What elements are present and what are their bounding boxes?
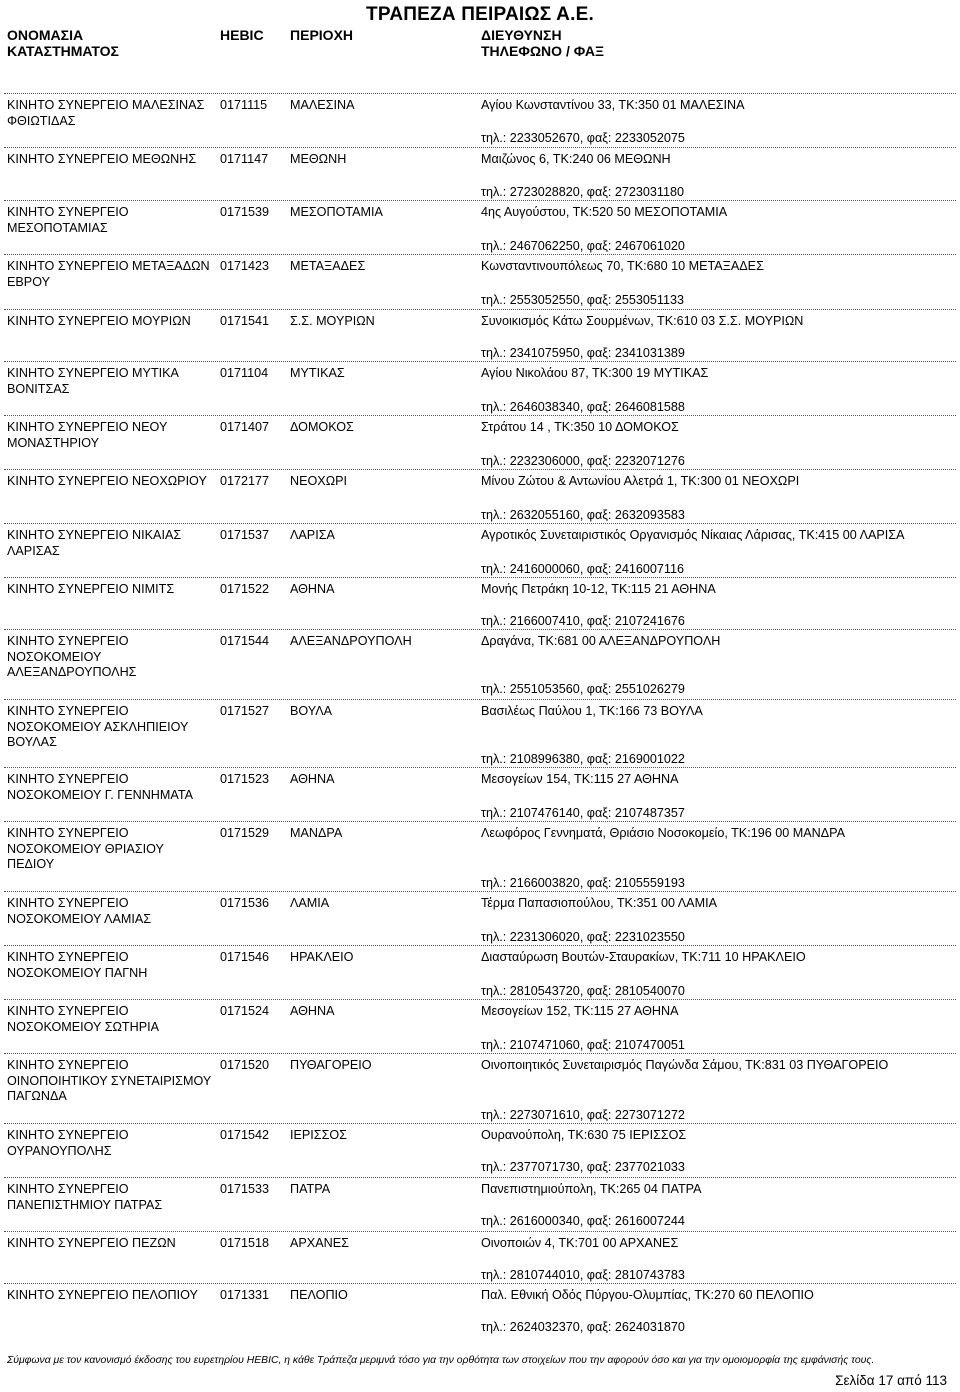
branch-area: ΝΕΟΧΩΡΙ [290, 474, 348, 488]
branch-code: 0171533 [220, 1182, 270, 1196]
branch-code: 0171147 [220, 152, 269, 166]
branch-name-line: ΑΛΕΞΑΝΔΡΟΥΠΟΛΗΣ [7, 665, 137, 679]
branch-address: Κωνσταντινουπόλεως 70, ΤΚ:680 10 ΜΕΤΑΞΑΔΕΣ [481, 259, 764, 273]
page-number: Σελίδα 17 από 113 [835, 1373, 947, 1388]
branch-phone-fax: τηλ.: 2632055160, φαξ: 2632093583 [481, 508, 685, 522]
branch-address: Οινοποιητικός Συνεταιρισμός Παγώνδα Σάμου, ΤΚ:831 03 ΠΥΘΑΓΟΡΕΙΟ [481, 1058, 889, 1072]
branch-phone-fax: τηλ.: 2107476140, φαξ: 2107487357 [481, 806, 685, 820]
row-divider [4, 767, 956, 768]
branch-code: 0171407 [220, 420, 270, 434]
branch-name-line: ΚΙΝΗΤΟ ΣΥΝΕΡΓΕΙΟ ΜΕΘΩΝΗΣ [7, 152, 197, 166]
branch-name-line: ΒΟΝΙΤΣΑΣ [7, 381, 70, 396]
branch-name [7, 205, 227, 236]
row-divider [4, 577, 956, 578]
branch-code: 0171518 [220, 1236, 270, 1250]
row-divider [4, 254, 956, 255]
branch-name [7, 582, 227, 598]
branch-name [7, 896, 227, 927]
branch-name [7, 704, 227, 751]
branch-name [7, 634, 227, 681]
branch-code: 0171522 [220, 582, 270, 596]
branch-code: 0171115 [220, 98, 268, 112]
branch-name-line: ΜΟΝΑΣΤΗΡΙΟΥ [7, 435, 100, 450]
branch-phone-fax: τηλ.: 2553052550, φαξ: 2553051133 [481, 293, 684, 307]
branch-name [7, 259, 227, 290]
branch-address: Πανεπιστημιούπολη, ΤΚ:265 04 ΠΑΤΡΑ [481, 1182, 702, 1196]
branch-phone-fax: τηλ.: 2107471060, φαξ: 2107470051 [481, 1038, 685, 1052]
branch-address: Συνοικισμός Κάτω Σουρμένων, ΤΚ:610 03 Σ.Σ. ΜΟΥΡΙΩΝ [481, 314, 804, 328]
header-area-label: ΠΕΡΙΟΧΗ [290, 27, 354, 43]
header-code-label: HEBIC [220, 27, 264, 43]
header-name-line2: ΚΑΤΑΣΤΗΜΑΤΟΣ [7, 43, 119, 59]
branch-name-line: ΝΟΣΟΚΟΜΕΙΟΥ Γ. ΓΕΝΝΗΜΑΤΑ [7, 787, 194, 802]
branch-name-line: ΚΙΝΗΤΟ ΣΥΝΕΡΓΕΙΟ [7, 1004, 129, 1018]
row-divider [4, 523, 956, 524]
branch-phone-fax: τηλ.: 2551053560, φαξ: 2551026279 [481, 682, 685, 696]
branch-address: Αγίου Νικολάου 87, ΤΚ:300 19 ΜΥΤΙΚΑΣ [481, 366, 709, 380]
branch-area: ΑΘΗΝΑ [290, 1004, 335, 1018]
row-divider [4, 1053, 956, 1054]
branch-phone-fax: τηλ.: 2416000060, φαξ: 2416007116 [481, 562, 684, 576]
branch-address: Αγροτικός Συνεταιριστικός Οργανισμός Νίκαιας Λάρισας, ΤΚ:415 00 ΛΑΡΙΣΑ [481, 528, 905, 542]
branch-area: ΜΕΣΟΠΟΤΑΜΙΑ [290, 205, 383, 219]
branch-phone-fax: τηλ.: 2616000340, φαξ: 2616007244 [481, 1214, 685, 1228]
branch-name [7, 420, 227, 451]
branch-name-line: ΚΙΝΗΤΟ ΣΥΝΕΡΓΕΙΟ [7, 950, 129, 964]
branch-code: 0171541 [220, 314, 270, 328]
branch-code: 0172177 [220, 474, 270, 488]
branch-area: ΑΛΕΞΑΝΔΡΟΥΠΟΛΗ [290, 634, 412, 648]
branch-code: 0171104 [220, 366, 269, 380]
branch-phone-fax: τηλ.: 2231306020, φαξ: 2231023550 [481, 930, 685, 944]
branch-name-line: ΠΕΔΙΟΥ [7, 857, 55, 871]
branch-name-line: ΚΙΝΗΤΟ ΣΥΝΕΡΓΕΙΟ ΠΕΖΩΝ [7, 1236, 176, 1250]
branch-name [7, 1128, 227, 1159]
branch-code: 0171520 [220, 1058, 270, 1072]
branch-name-line: ΛΑΡΙΣΑΣ [7, 543, 60, 558]
branch-area: ΒΟΥΛΑ [290, 704, 333, 718]
branch-name-line: ΚΙΝΗΤΟ ΣΥΝΕΡΓΕΙΟ ΜΕΤΑΞΑΔΩΝ [7, 259, 210, 273]
branch-name-line: ΚΙΝΗΤΟ ΣΥΝΕΡΓΕΙΟ [7, 826, 129, 840]
row-divider [4, 147, 956, 148]
branch-code: 0171536 [220, 896, 270, 910]
row-divider [4, 891, 956, 892]
branch-name [7, 474, 227, 490]
branch-name [7, 1182, 227, 1213]
branch-address: Οινοποιών 4, ΤΚ:701 00 ΑΡΧΑΝΕΣ [481, 1236, 679, 1250]
branch-phone-fax: τηλ.: 2810543720, φαξ: 2810540070 [481, 984, 685, 998]
branch-name-line: ΚΙΝΗΤΟ ΣΥΝΕΡΓΕΙΟ [7, 1182, 129, 1196]
branch-address: 4ης Αυγούστου, ΤΚ:520 50 ΜΕΣΟΠΟΤΑΜΙΑ [481, 205, 728, 219]
branch-name-line: ΚΙΝΗΤΟ ΣΥΝΕΡΓΕΙΟ ΠΕΛΟΠΙΟΥ [7, 1288, 198, 1302]
branch-name-line: ΝΟΣΟΚΟΜΕΙΟΥ ΛΑΜΙΑΣ [7, 911, 152, 926]
branch-name-line: ΝΟΣΟΚΟΜΕΙΟΥ ΣΩΤΗΡΙΑ [7, 1019, 160, 1034]
branch-address: Μαιζώνος 6, ΤΚ:240 06 ΜΕΘΩΝΗ [481, 152, 671, 166]
document-title: ΤΡΑΠΕΖΑ ΠΕΙΡΑΙΩΣ Α.Ε. [366, 4, 594, 25]
row-divider [4, 1231, 956, 1232]
row-divider [4, 629, 956, 630]
header-address-line2: ΤΗΛΕΦΩΝΟ / ΦΑΞ [481, 43, 604, 59]
branch-name-line: ΚΙΝΗΤΟ ΣΥΝΕΡΓΕΙΟ [7, 1058, 129, 1072]
branch-name [7, 528, 227, 559]
row-divider [4, 361, 956, 362]
header-name-line1: ΟΝΟΜΑΣΙΑ [7, 27, 84, 43]
branch-name-line: ΝΟΣΟΚΟΜΕΙΟΥ ΑΣΚΛΗΠΙΕΙΟΥ [7, 719, 189, 734]
branch-code: 0171542 [220, 1128, 270, 1142]
branch-name [7, 826, 227, 873]
header-address-line1: ΔΙΕΥΘΥΝΣΗ [481, 27, 562, 43]
branch-phone-fax: τηλ.: 2273071610, φαξ: 2273071272 [481, 1108, 685, 1122]
branch-name-line: ΚΙΝΗΤΟ ΣΥΝΕΡΓΕΙΟ [7, 205, 129, 219]
row-divider [4, 200, 956, 201]
branch-area: ΑΘΗΝΑ [290, 772, 335, 786]
branch-name-line: ΚΙΝΗΤΟ ΣΥΝΕΡΓΕΙΟ ΝΙΚΑΙΑΣ [7, 528, 182, 542]
branch-name [7, 772, 227, 803]
header-address [481, 27, 604, 59]
branch-address: Δραγάνα, ΤΚ:681 00 ΑΛΕΞΑΝΔΡΟΥΠΟΛΗ [481, 634, 721, 648]
branch-name [7, 366, 227, 397]
branch-area: ΔΟΜΟΚΟΣ [290, 420, 354, 434]
row-divider [4, 309, 956, 310]
branch-address: Μεσογείων 154, ΤΚ:115 27 ΑΘΗΝΑ [481, 772, 679, 786]
branch-area: ΗΡΑΚΛΕΙΟ [290, 950, 354, 964]
branch-name-line: ΝΟΣΟΚΟΜΕΙΟΥ ΘΡΙΑΣΙΟΥ [7, 841, 164, 856]
row-divider [4, 1177, 956, 1178]
branch-name-line: ΕΒΡΟΥ [7, 274, 50, 289]
header-area [290, 27, 353, 43]
branch-name [7, 1004, 227, 1035]
branch-phone-fax: τηλ.: 2723028820, φαξ: 2723031180 [481, 185, 684, 199]
branch-address: Λεωφόρος Γεννηματά, Θριάσιο Νοσοκομείο, ΤΚ:196 00 ΜΑΝΔΡΑ [481, 826, 845, 840]
branch-area: ΑΡΧΑΝΕΣ [290, 1236, 349, 1250]
branch-address: Τέρμα Παπασιοπούλου, ΤΚ:351 00 ΛΑΜΙΑ [481, 896, 717, 910]
row-divider [4, 945, 956, 946]
branch-name-line: ΜΕΣΟΠΟΤΑΜΙΑΣ [7, 220, 108, 235]
branch-name-line: ΟΥΡΑΝΟΥΠΟΛΗΣ [7, 1143, 112, 1158]
branch-address: Ουρανούπολη, ΤΚ:630 75 ΙΕΡΙΣΣΟΣ [481, 1128, 687, 1142]
branch-phone-fax: τηλ.: 2624032370, φαξ: 2624031870 [481, 1320, 685, 1334]
branch-name-line: ΦΘΙΩΤΙΔΑΣ [7, 113, 76, 128]
branch-address: Μίνου Ζώτου & Αντωνίου Αλετρά 1, ΤΚ:300 01 ΝΕΟΧΩΡΙ [481, 474, 800, 488]
branch-name-line: ΠΑΝΕΠΙΣΤΗΜΙΟΥ ΠΑΤΡΑΣ [7, 1197, 163, 1212]
branch-name [7, 98, 227, 129]
branch-address: Μονής Πετράκη 10-12, ΤΚ:115 21 ΑΘΗΝΑ [481, 582, 716, 596]
branch-phone-fax: τηλ.: 2108996380, φαξ: 2169001022 [481, 752, 685, 766]
branch-name-line: ΚΙΝΗΤΟ ΣΥΝΕΡΓΕΙΟ [7, 1128, 129, 1142]
header-code [220, 27, 264, 43]
branch-code: 0171524 [220, 1004, 270, 1018]
branch-name [7, 1288, 227, 1304]
branch-code: 0171546 [220, 950, 270, 964]
branch-name-line: ΝΟΣΟΚΟΜΕΙΟΥ ΠΑΓΝΗ [7, 965, 148, 980]
footnote: Σύμφωνα με τον κανονισμό έκδοσης του ευρετηρίου HEBIC, η κάθε Τράπεζα μεριμνά τόσο για την ορθότητα των στοιχείων που την αφορούν όσο και για την ομοιομορφία της εμφάνισής τους. [7, 1355, 875, 1366]
branch-phone-fax: τηλ.: 2341075950, φαξ: 2341031389 [481, 346, 685, 360]
branch-code: 0171539 [220, 205, 270, 219]
row-divider [4, 93, 956, 94]
branch-address: Μεσογείων 152, ΤΚ:115 27 ΑΘΗΝΑ [481, 1004, 679, 1018]
branch-name [7, 950, 227, 981]
branch-area: ΠΑΤΡΑ [290, 1182, 331, 1196]
branch-name-line: ΝΟΣΟΚΟΜΕΙΟΥ [7, 649, 102, 664]
branch-code: 0171527 [220, 704, 270, 718]
branch-name-line: ΚΙΝΗΤΟ ΣΥΝΕΡΓΕΙΟ [7, 634, 129, 648]
branch-name-line: ΚΙΝΗΤΟ ΣΥΝΕΡΓΕΙΟ [7, 896, 129, 910]
branch-name-line: ΚΙΝΗΤΟ ΣΥΝΕΡΓΕΙΟ [7, 704, 129, 718]
branch-phone-fax: τηλ.: 2467062250, φαξ: 2467061020 [481, 239, 685, 253]
branch-phone-fax: τηλ.: 2646038340, φαξ: 2646081588 [481, 400, 685, 414]
branch-phone-fax: τηλ.: 2166003820, φαξ: 2105559193 [481, 876, 685, 890]
branch-phone-fax: τηλ.: 2377071730, φαξ: 2377021033 [481, 1160, 685, 1174]
branch-code: 0171423 [220, 259, 270, 273]
branch-area: ΜΑΛΕΣΙΝΑ [290, 98, 355, 112]
branch-name [7, 314, 227, 330]
branch-area: ΠΥΘΑΓΟΡΕΙΟ [290, 1058, 372, 1072]
branch-code: 0171537 [220, 528, 270, 542]
branch-code: 0171523 [220, 772, 270, 786]
branch-area: ΜΑΝΔΡΑ [290, 826, 343, 840]
branch-name-line: ΚΙΝΗΤΟ ΣΥΝΕΡΓΕΙΟ ΜΥΤΙΚΑ [7, 366, 179, 380]
branch-address: Αγίου Κωνσταντίνου 33, ΤΚ:350 01 ΜΑΛΕΣΙΝΑ [481, 98, 745, 112]
branch-area: ΛΑΜΙΑ [290, 896, 330, 910]
branch-phone-fax: τηλ.: 2233052670, φαξ: 2233052075 [481, 131, 685, 145]
branch-area: ΜΕΘΩΝΗ [290, 152, 347, 166]
header-name [7, 27, 119, 59]
branch-phone-fax: τηλ.: 2166007410, φαξ: 2107241676 [481, 614, 685, 628]
branch-area: ΛΑΡΙΣΑ [290, 528, 335, 542]
branch-phone-fax: τηλ.: 2810744010, φαξ: 2810743783 [481, 1268, 685, 1282]
branch-address: Παλ. Εθνική Οδός Πύργου-Ολυμπίας, ΤΚ:270 60 ΠΕΛΟΠΙΟ [481, 1288, 814, 1302]
branch-name [7, 1236, 227, 1252]
branch-area: ΜΥΤΙΚΑΣ [290, 366, 345, 380]
branch-name-line: ΚΙΝΗΤΟ ΣΥΝΕΡΓΕΙΟ ΝΙΜΙΤΣ [7, 582, 175, 596]
branch-name [7, 152, 227, 168]
row-divider [4, 1283, 956, 1284]
branch-phone-fax: τηλ.: 2232306000, φαξ: 2232071276 [481, 454, 685, 468]
branch-address: Στράτου 14 , ΤΚ:350 10 ΔΟΜΟΚΟΣ [481, 420, 679, 434]
branch-name-line: ΚΙΝΗΤΟ ΣΥΝΕΡΓΕΙΟ ΜΑΛΕΣΙΝΑΣ [7, 98, 205, 112]
row-divider [4, 1123, 956, 1124]
branch-area: ΠΕΛΟΠΙΟ [290, 1288, 348, 1302]
row-divider [4, 821, 956, 822]
branch-code: 0171331 [220, 1288, 270, 1302]
row-divider [4, 699, 956, 700]
branch-code: 0171529 [220, 826, 270, 840]
branch-area: Σ.Σ. ΜΟΥΡΙΩΝ [290, 314, 375, 328]
branch-code: 0171544 [220, 634, 270, 648]
branch-name-line: ΟΙΝΟΠΟΙΗΤΙΚΟΥ ΣΥΝΕΤΑΙΡΙΣΜΟΥ [7, 1073, 212, 1088]
branch-name-line: ΠΑΓΩΝΔΑ [7, 1089, 67, 1103]
branch-address: Βασιλέως Παύλου 1, ΤΚ:166 73 ΒΟΥΛΑ [481, 704, 703, 718]
branch-address: Διασταύρωση Βουτών-Σταυρακίων, ΤΚ:711 10 ΗΡΑΚΛΕΙΟ [481, 950, 806, 964]
branch-name-line: ΚΙΝΗΤΟ ΣΥΝΕΡΓΕΙΟ ΜΟΥΡΙΩΝ [7, 314, 191, 328]
branch-name-line: ΚΙΝΗΤΟ ΣΥΝΕΡΓΕΙΟ ΝΕΟΥ [7, 420, 168, 434]
branch-name-line: ΚΙΝΗΤΟ ΣΥΝΕΡΓΕΙΟ [7, 772, 129, 786]
branch-name [7, 1058, 227, 1105]
branch-area: ΑΘΗΝΑ [290, 582, 335, 596]
row-divider [4, 469, 956, 470]
row-divider [4, 415, 956, 416]
branch-name-line: ΒΟΥΛΑΣ [7, 735, 57, 749]
branch-area: ΜΕΤΑΞΑΔΕΣ [290, 259, 366, 273]
branch-area: ΙΕΡΙΣΣΟΣ [290, 1128, 347, 1142]
branch-name-line: ΚΙΝΗΤΟ ΣΥΝΕΡΓΕΙΟ ΝΕΟΧΩΡΙΟΥ [7, 474, 207, 488]
row-divider [4, 999, 956, 1000]
